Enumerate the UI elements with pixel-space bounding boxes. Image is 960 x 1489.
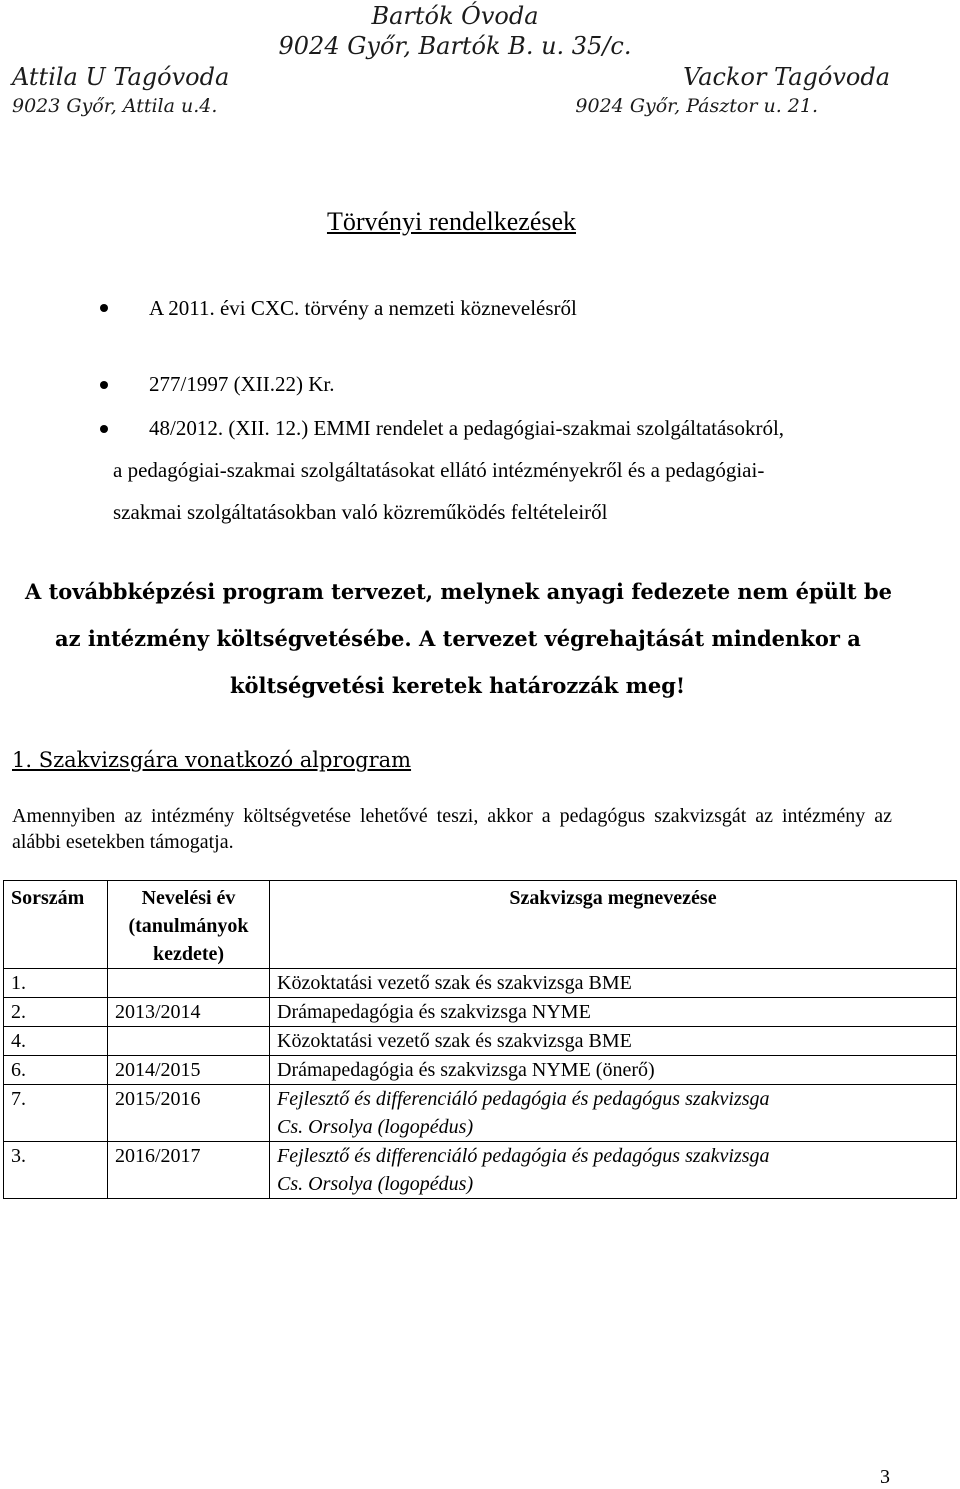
column-header: Sorszám — [4, 881, 108, 969]
table-row — [4, 969, 957, 998]
bullet-item-text: szakmai szolgáltatásokban való közreműködés feltételeiről — [113, 500, 608, 524]
row-number: 6. — [4, 1056, 108, 1085]
row-exam-name: Drámapedagógia és szakvizsga NYME (önerő) — [270, 1056, 957, 1085]
letterhead-address: 9024 Győr, Bartók B. u. 35/c. — [278, 32, 632, 60]
row-exam-name: Fejlesztő és differenciáló pedagógia és pedagógus szakvizsga — [277, 1088, 770, 1110]
bullet-item-text: A 2011. évi CXC. törvény a nemzeti köznevelésről — [149, 296, 577, 320]
row-exam-cell — [270, 1085, 957, 1142]
column-header: Nevelési év (tanulmányok kezdete) — [108, 881, 270, 969]
row-number: 2. — [4, 998, 108, 1027]
bullet-dot — [100, 381, 108, 389]
section-paragraph: Amennyiben az intézmény költségvetése lehetővé teszi, akkor a pedagógus szakvizsgát az intézmény az alábbi esetekben támogatja. — [12, 805, 892, 853]
notice-line: költségvetési keretek határozzák meg! — [230, 673, 686, 698]
row-exam-name: Közoktatási vezető szak és szakvizsga BME — [270, 1027, 957, 1056]
row-exam-name: Közoktatási vezető szak és szakvizsga BME — [270, 969, 957, 998]
row-exam-person: Cs. Orsolya (logopédus) — [277, 1173, 474, 1195]
notice-line: az intézmény költségvetésébe. A tervezet végrehajtását mindenkor a — [55, 626, 861, 651]
row-number: 7. — [4, 1085, 108, 1142]
row-number: 3. — [4, 1142, 108, 1199]
left-branch-name: Attila U Tagóvoda — [12, 63, 230, 91]
bullet-dot — [100, 425, 108, 433]
document-title: Törvényi rendelkezések — [326, 207, 577, 236]
row-year — [108, 1027, 270, 1056]
bullet-item-text: 277/1997 (XII.22) Kr. — [149, 372, 335, 396]
row-number: 1. — [4, 969, 108, 998]
table-row — [4, 1142, 957, 1199]
column-header: Szakvizsga megnevezése — [270, 881, 957, 969]
row-year: 2015/2016 — [108, 1085, 270, 1142]
right-branch-address: 9024 Győr, Pásztor u. 21. — [575, 95, 818, 117]
letterhead-name: Bartók Óvoda — [371, 2, 539, 30]
notice-line: A továbbképzési program tervezet, melynek anyagi fedezete nem épült be — [25, 579, 892, 604]
page-number: 3 — [880, 1466, 890, 1488]
row-year — [108, 969, 270, 998]
table-row — [4, 998, 957, 1027]
row-exam-name: Drámapedagógia és szakvizsga NYME — [270, 998, 957, 1027]
row-year: 2016/2017 — [108, 1142, 270, 1199]
table-row — [4, 1027, 957, 1056]
bullet-item-text: 48/2012. (XII. 12.) EMMI rendelet a pedagógiai-szakmai szolgáltatásokról, — [149, 416, 785, 440]
table-row — [4, 1085, 957, 1142]
row-exam-cell — [270, 1142, 957, 1199]
exam-table — [3, 880, 957, 1199]
row-year: 2014/2015 — [108, 1056, 270, 1085]
bullet-dot — [100, 304, 108, 312]
table-header-row — [4, 881, 957, 969]
row-exam-name: Fejlesztő és differenciáló pedagógia és pedagógus szakvizsga — [277, 1145, 770, 1167]
row-year: 2013/2014 — [108, 998, 270, 1027]
row-number: 4. — [4, 1027, 108, 1056]
table-row — [4, 1056, 957, 1085]
right-branch-name: Vackor Tagóvoda — [683, 63, 890, 91]
section-heading: 1. Szakvizsgára vonatkozó alprogram — [12, 748, 412, 772]
row-exam-person: Cs. Orsolya (logopédus) — [277, 1116, 474, 1138]
bullet-item-text: a pedagógiai-szakmai szolgáltatásokat ellátó intézményekről és a pedagógiai- — [113, 458, 765, 482]
left-branch-address: 9023 Győr, Attila u.4. — [12, 95, 218, 117]
